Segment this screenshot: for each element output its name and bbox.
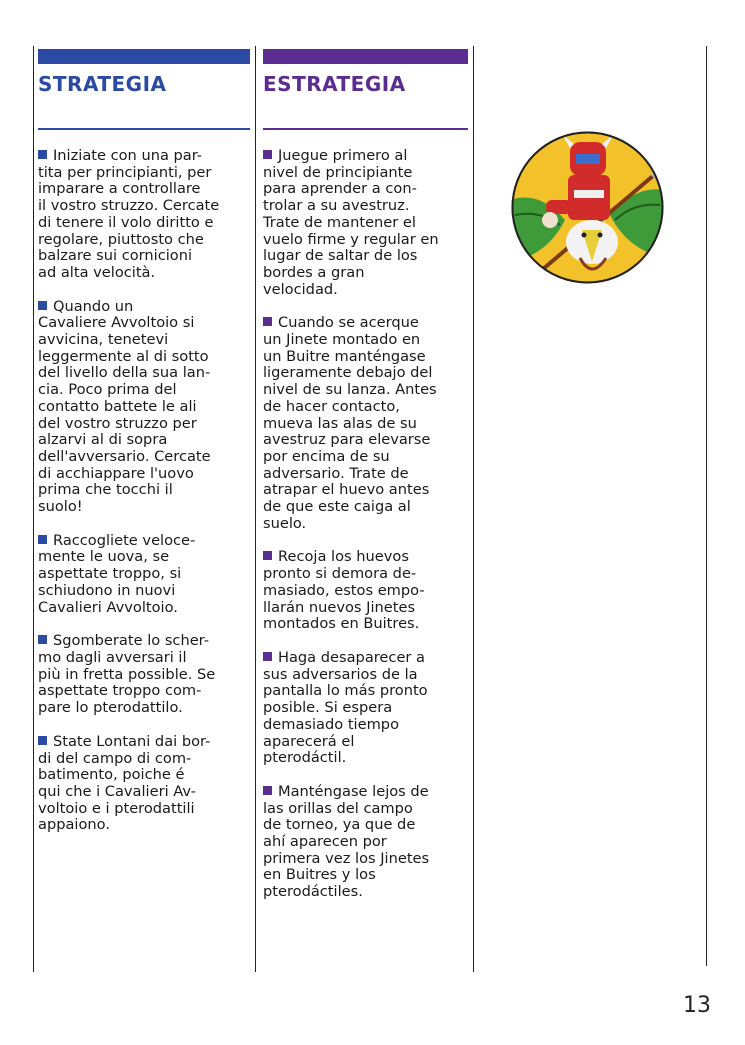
spanish-paragraph-text: Cuando se acerque un Jinete montado en un Buitre manténgase ligeramente debajo del nivel de su lanza. Antes de hacer contacto, mueva las alas de su avestruz para elevarse por encima de su adversario. Trate de atrapar el huevo antes de que este caiga al suelo. (263, 314, 437, 532)
spanish-paragraph (263, 315, 468, 532)
spanish-paragraph-text: Manténgase lejos de las orillas del campo de torneo, ya que de ahí aparecen por primera vez los Jinetes en Buitres y los pterodáctiles. (263, 782, 430, 901)
italian-paragraph (38, 148, 250, 282)
italian-heading: STRATEGIA (38, 72, 167, 96)
spanish-column (263, 49, 468, 918)
italian-paragraphs (38, 148, 250, 834)
square-bullet-icon (263, 652, 272, 661)
italian-paragraph-text: Sgomberate lo scher- mo dagli avversari il più in fretta possible. Se aspettate troppo com- pare lo pterodattilo. (38, 632, 216, 717)
spanish-paragraph-text: Recoja los huevos pronto si demora de- masiado, estos empo- llarán nuevos Jinetes montados en Buitres. (263, 548, 425, 633)
italian-paragraph (38, 533, 250, 617)
italian-paragraph (38, 299, 250, 516)
square-bullet-icon (263, 150, 272, 159)
spanish-paragraph (263, 650, 468, 767)
italian-paragraph-text: Iniziate con una par- tita per principianti, per imparare a controllare il vostro struzzo. Cercate di tenere il volo diritto e regolare, piuttosto che balzare sui cornicioni ad alta velocità. (38, 147, 220, 281)
column-divider-middle (255, 46, 256, 972)
italian-paragraph-text: State Lontani dai bor- di del campo di com- batimento, poiche é qui che i Cavalieri Av- voltoio e i pterodattili appaiono. (38, 732, 211, 834)
spanish-paragraph (263, 549, 468, 633)
spanish-paragraph (263, 148, 468, 298)
spanish-paragraph-text: Juegue primero al nivel de principiante para aprender a con- trolar a su avestruz. Trate de mantener el vuelo firme y regular en lugar de saltar de los bordes a gran velocidad. (263, 147, 439, 298)
italian-color-bar (38, 49, 250, 64)
spanish-paragraphs (263, 148, 468, 901)
italian-column (38, 49, 250, 851)
italian-paragraph (38, 734, 250, 834)
italian-paragraph (38, 633, 250, 717)
square-bullet-icon (263, 786, 272, 795)
spanish-paragraph (263, 784, 468, 901)
square-bullet-icon (263, 551, 272, 560)
column-divider-left (33, 46, 34, 972)
column-divider-far-right (706, 46, 707, 966)
square-bullet-icon (38, 736, 47, 745)
square-bullet-icon (38, 635, 47, 644)
square-bullet-icon (38, 535, 47, 544)
italian-heading-rule (38, 128, 250, 130)
spanish-color-bar (263, 49, 468, 64)
square-bullet-icon (263, 317, 272, 326)
spanish-paragraph-text: Haga desaparecer a sus adversarios de la pantalla lo más pronto posible. Si espera demasiado tiempo aparecerá el pterodáctil. (263, 648, 428, 767)
square-bullet-icon (38, 301, 47, 310)
square-bullet-icon (38, 150, 47, 159)
italian-paragraph-text: Raccogliete veloce- mente le uova, se aspettate troppo, si schiudono in nuovi Cavalieri Avvoltoio. (38, 531, 196, 616)
vulture-knight-medallion-icon (510, 130, 665, 285)
italian-paragraph-text: Quando un Cavaliere Avvoltoio si avvicina, tenetevi leggermente al di sotto del livello della sua lan- cia. Poco prima del contatto battete le ali del vostro struzzo per alzarvi al di sopra dell'avversario. Cercate di acchiappare l'uovo prima che tocchi il suolo! (38, 297, 211, 516)
spanish-heading-rule (263, 128, 468, 130)
column-divider-right (473, 46, 474, 972)
page-number: 13 (683, 993, 711, 1018)
spanish-heading: ESTRATEGIA (263, 72, 406, 96)
